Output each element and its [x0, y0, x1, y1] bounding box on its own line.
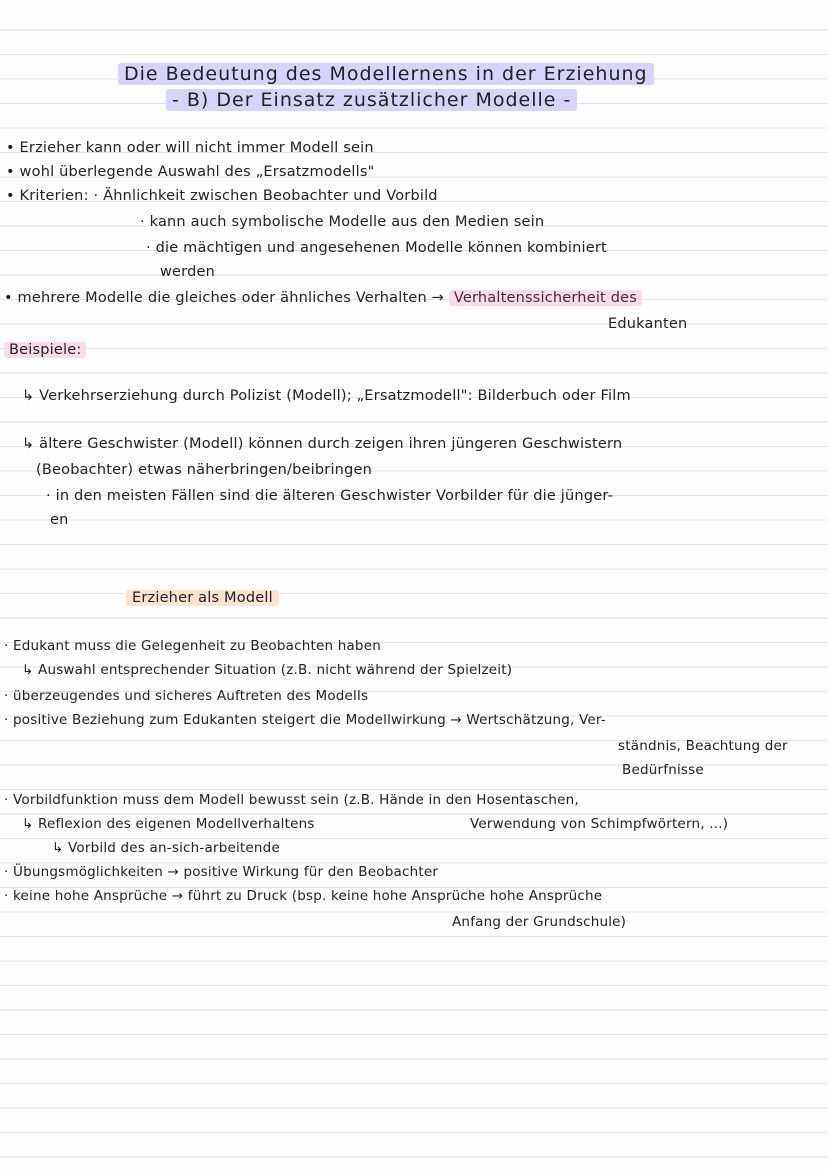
example-line-1: ↳ Verkehrserziehung durch Polizist (Modell); „Ersatzmodell": Bilderbuch oder Film	[22, 388, 631, 404]
several-models-line	[4, 288, 642, 308]
section-line-11: · Übungsmöglichkeiten → positive Wirkung für den Beobachter	[4, 864, 439, 880]
section-line-10: ↳ Vorbild des an-sich-arbeitende	[52, 840, 280, 856]
section-line-5: ständnis, Beachtung der	[618, 738, 788, 754]
section-line-1: · Edukant muss die Gelegenheit zu Beobachten haben	[4, 638, 381, 654]
title-line-1: Die Bedeutung des Modellernens in der Erziehung	[118, 63, 654, 85]
intro-line-1: • Erzieher kann oder will nicht immer Modell sein	[6, 140, 374, 156]
intro-line-5: · die mächtigen und angesehenen Modelle können kombiniert	[146, 240, 607, 256]
section-line-6: Bedürfnisse	[622, 762, 704, 778]
example-line-5: en	[50, 512, 69, 528]
example-line-2: ↳ ältere Geschwister (Modell) können durch zeigen ihren jüngeren Geschwistern	[22, 436, 623, 452]
several-models-text: • mehrere Modelle die gleiches oder ähnliches Verhalten →	[4, 290, 445, 306]
section-line-4: · positive Beziehung zum Edukanten steigert die Modellwirkung → Wertschätzung, Ver-	[4, 712, 606, 728]
section-line-9: Verwendung von Schimpfwörtern, ...)	[470, 816, 729, 832]
section-line-8: ↳ Reflexion des eigenen Modellverhaltens	[22, 816, 315, 832]
section-line-7: · Vorbildfunktion muss dem Modell bewusst sein (z.B. Hände in den Hosentaschen,	[4, 792, 579, 808]
example-line-3: (Beobachter) etwas näherbringen/beibringen	[36, 462, 372, 478]
section-line-2: ↳ Auswahl entsprechender Situation (z.B. nicht während der Spielzeit)	[22, 662, 513, 678]
example-line-4: · in den meisten Fällen sind die älteren Geschwister Vorbilder für die jünger-	[46, 488, 614, 504]
title-line-2: - B) Der Einsatz zusätzlicher Modelle -	[166, 89, 577, 111]
intro-line-2: • wohl überlegende Auswahl des „Ersatzmodells"	[6, 164, 375, 180]
section-line-13: Anfang der Grundschule)	[452, 914, 627, 930]
intro-line-4: · kann auch symbolische Modelle aus den Medien sein	[140, 214, 545, 230]
several-models-cont: Edukanten	[608, 316, 688, 332]
section-heading	[126, 588, 279, 608]
intro-line-6: werden	[160, 264, 216, 280]
examples-label-text: Beispiele:	[4, 342, 86, 358]
section-heading-text: Erzieher als Modell	[126, 590, 279, 606]
behavior-security-highlight: Verhaltenssicherheit des	[449, 290, 642, 306]
section-line-12: · keine hohe Ansprüche → führt zu Druck (bsp. keine hohe Ansprüche hohe Ansprüche	[4, 888, 603, 904]
section-line-3: · überzeugendes und sicheres Auftreten des Modells	[4, 688, 369, 704]
intro-line-3: • Kriterien: · Ähnlichkeit zwischen Beobachter und Vorbild	[6, 188, 438, 204]
page-title	[118, 62, 654, 86]
examples-label	[4, 340, 86, 360]
page-subtitle	[166, 88, 577, 112]
